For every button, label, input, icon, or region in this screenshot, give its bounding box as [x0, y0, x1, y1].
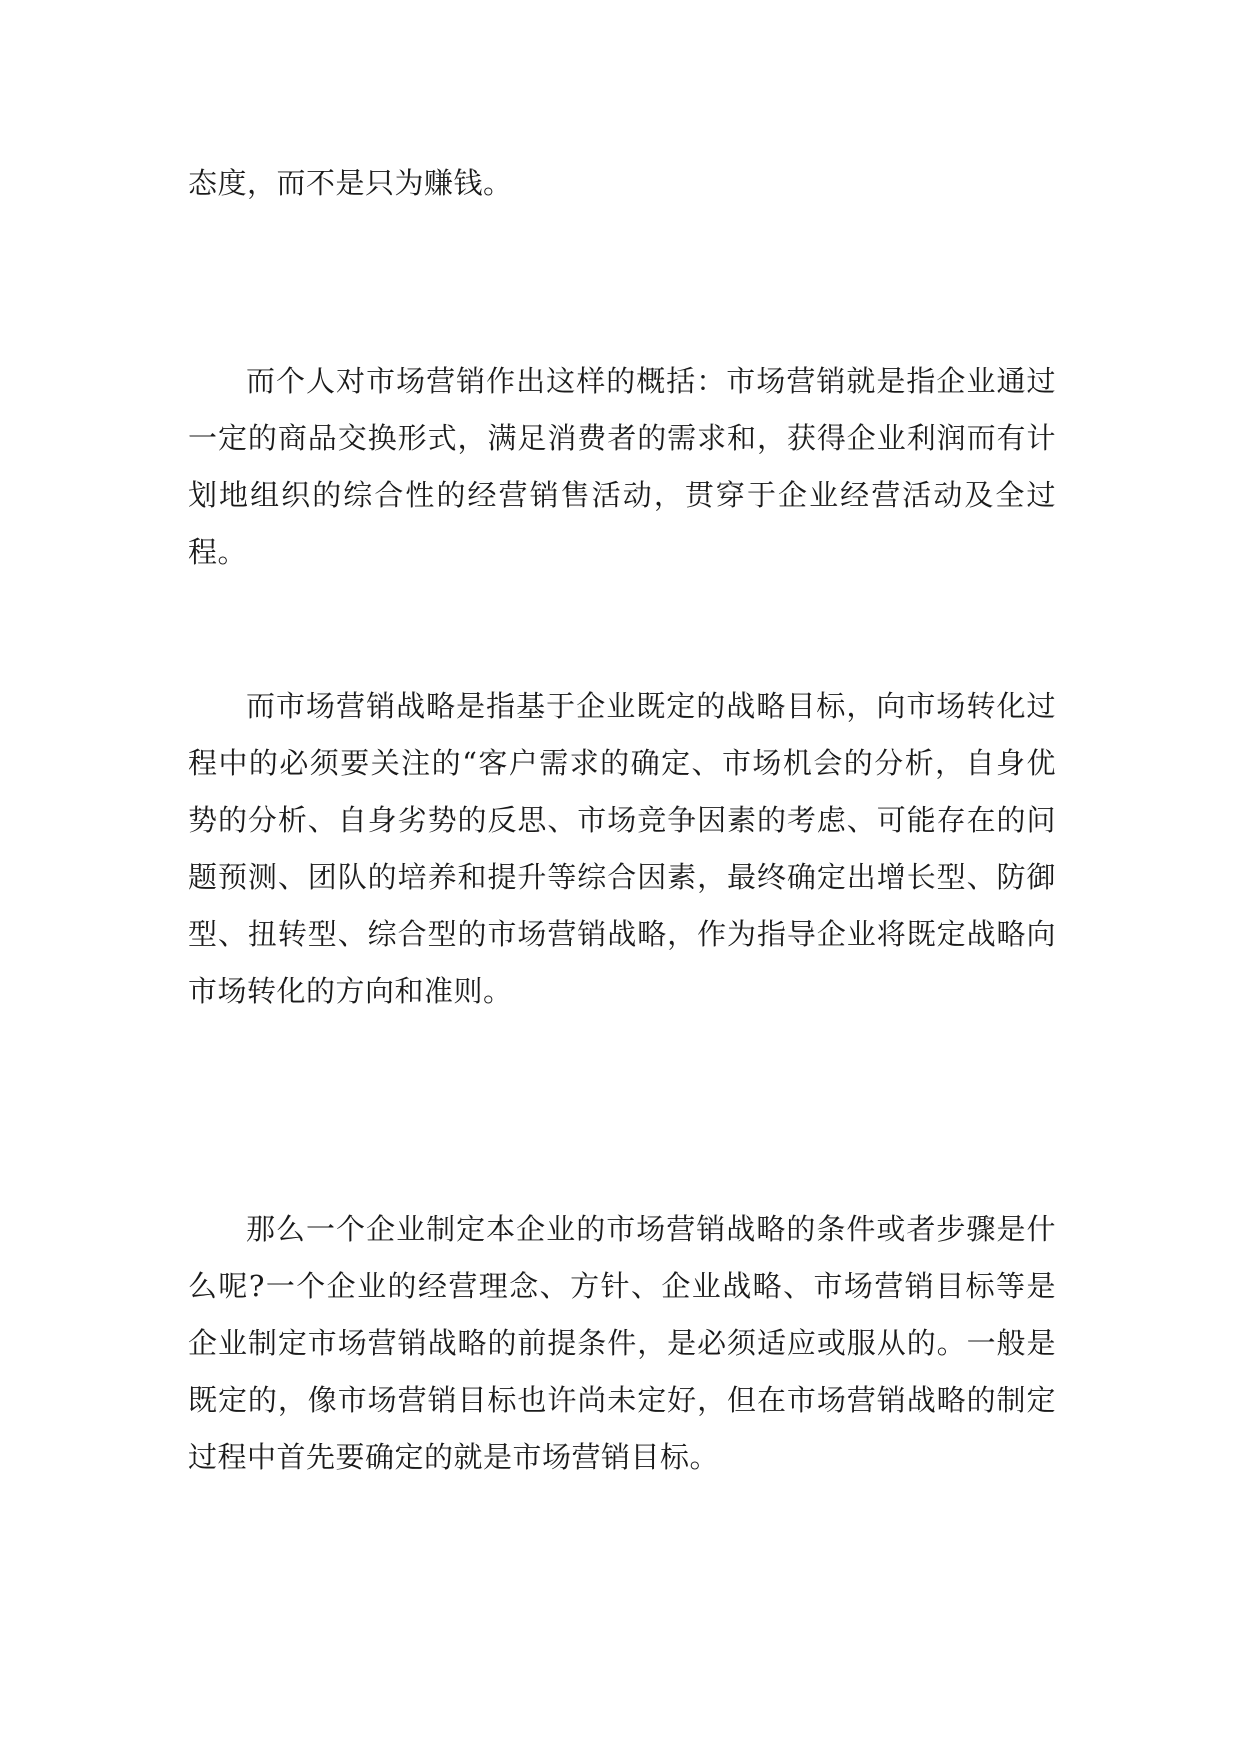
- paragraph-marketing-strategy: 而市场营销战略是指基于企业既定的战略目标，向市场转化过程中的必须要关注的“客户需求的确定、市场机会的分析，自身优势的分析、自身劣势的反思、市场竞争因素的考虑、可能存在的问题预测、团队的培养和提升等综合因素，最终确定出增长型、防御型、扭转型、综合型的市场营销战略，作为指导企业将既定战略向市场转化的方向和准则。: [188, 689, 1056, 1008]
- paragraph-marketing-definition: 而个人对市场营销作出这样的概括：市场营销就是指企业通过一定的商品交换形式，满足消费者的需求和，获得企业利润而有计划地组织的综合性的经营销售活动，贯穿于企业经营活动及全过程。: [188, 364, 1056, 569]
- paragraph-continuation: 态度，而不是只为赚钱。: [188, 166, 513, 200]
- paragraph-strategy-conditions: 那么一个企业制定本企业的市场营销战略的条件或者步骤是什么呢?一个企业的经营理念、方针、企业战略、市场营销目标等是企业制定市场营销战略的前提条件，是必须适应或服从的。一般是既定的，像市场营销目标也许尚未定好，但在市场营销战略的制定过程中首先要确定的就是市场营销目标。: [188, 1212, 1056, 1474]
